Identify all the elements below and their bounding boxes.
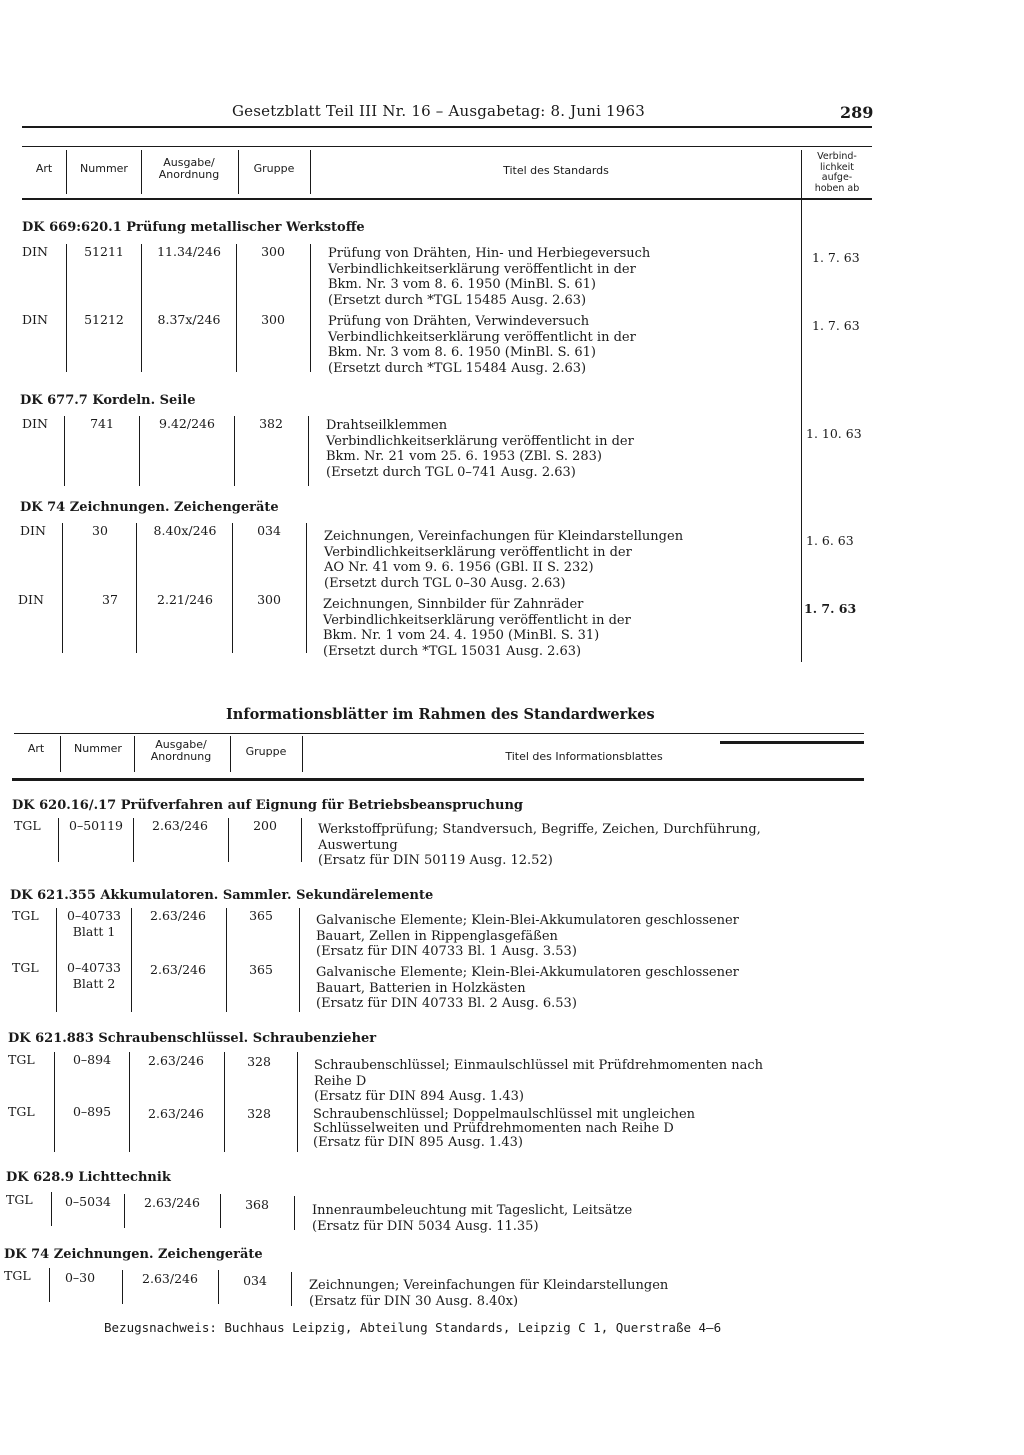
- title-line: Zeichnungen, Sinnbilder für Zahnräder: [323, 597, 584, 612]
- title-line: Verbindlichkeitserklärung veröffentlicht in der: [326, 433, 634, 449]
- cell-art: TGL: [6, 1192, 33, 1207]
- cell-gruppe: 300: [261, 312, 285, 327]
- cell-nummer: [58, 908, 130, 940]
- cell-title: [316, 965, 739, 1012]
- title-line: Prüfung von Drähten, Verwindeversuch: [328, 314, 590, 329]
- cell-title: [316, 913, 739, 960]
- column-divider: [66, 244, 67, 372]
- section-heading: DK 669:620.1 Prüfung metallischer Werkstoffe: [22, 220, 365, 235]
- section-heading: DK 677.7 Kordeln. Seile: [20, 393, 196, 408]
- col-titel-header: Titel des Standards: [503, 164, 609, 177]
- column-divider: [131, 908, 132, 1012]
- column-divider: [299, 908, 300, 1012]
- column-divider: [58, 818, 59, 862]
- title-line: Schraubenschlüssel; Einmaulschlüssel mit Prüfdrehmomenten nach: [314, 1058, 763, 1073]
- cell-ausgabe: 9.42/246: [159, 416, 215, 431]
- column-divider: [62, 523, 63, 653]
- col-ausgabe-line2: Anordnung: [158, 168, 220, 181]
- cell-ausgabe: 2.63/246: [152, 818, 208, 833]
- cell-title: [313, 1108, 695, 1150]
- column-divider: [136, 523, 137, 653]
- cell-gruppe: 300: [261, 244, 285, 259]
- column-divider: [306, 523, 307, 653]
- title-line: Verbindlichkeitserklärung veröffentlicht in der: [328, 261, 636, 277]
- cell-nummer: 0–30: [64, 1270, 96, 1285]
- column-divider: [124, 1194, 125, 1228]
- cell-title: [328, 246, 650, 308]
- cell-ausgabe: 2.63/246: [148, 1053, 204, 1068]
- col-gruppe-header: Gruppe: [245, 745, 287, 758]
- col-nummer-header: Nummer: [80, 162, 128, 175]
- column-divider: [60, 736, 61, 772]
- column-divider: [220, 1194, 221, 1228]
- cell-nummer: 51212: [84, 312, 124, 327]
- col-ausgabe-line1: Ausgabe/: [155, 738, 207, 751]
- cell-title: [328, 314, 636, 376]
- column-divider: [310, 244, 311, 372]
- cell-art: TGL: [14, 818, 41, 833]
- title-line: Bkm. Nr. 3 vom 8. 6. 1950 (MinBl. S. 61): [328, 345, 596, 360]
- table2-header-thick-rule: [720, 741, 864, 744]
- title-line: (Ersetzt durch *TGL 15485 Ausg. 2.63): [328, 292, 587, 308]
- cell-nummer: 0–894: [72, 1052, 112, 1067]
- title-line: Drahtseilklemmen: [326, 418, 448, 433]
- title-line: Schlüsselweiten und Prüfdrehmomenten nach Reihe D: [313, 1121, 674, 1136]
- title-line: (Ersatz für DIN 894 Ausg. 1.43): [314, 1089, 524, 1104]
- cell-title: [326, 418, 634, 480]
- cell-gruppe: 365: [249, 908, 273, 923]
- cell-nummer: 0–895: [72, 1104, 112, 1119]
- col-verb-line3: aufge-: [821, 172, 853, 183]
- nummer-line: 0–40733: [67, 908, 121, 923]
- column-divider: [801, 150, 802, 198]
- column-divider: [297, 1052, 298, 1152]
- table1-header-top-rule: [22, 146, 872, 147]
- title-line: Schraubenschlüssel; Doppelmaulschlüssel mit ungleichen: [313, 1107, 696, 1122]
- cell-art: DIN: [22, 416, 48, 431]
- cell-nummer: 51211: [84, 244, 124, 259]
- title-line: Verbindlichkeitserklärung veröffentlicht in der: [328, 329, 636, 345]
- cell-gruppe: 328: [247, 1106, 271, 1121]
- cell-date: 1. 7. 63: [812, 318, 860, 333]
- cell-title: [309, 1278, 668, 1309]
- section-heading: DK 628.9 Lichttechnik: [6, 1170, 171, 1185]
- cell-nummer: 0–5034: [64, 1194, 111, 1209]
- title-line: (Ersetzt durch TGL 0–741 Ausg. 2.63): [326, 464, 576, 480]
- title-line: Zeichnungen; Vereinfachungen für Kleindarstellungen: [309, 1278, 669, 1293]
- title-line: Bauart, Zellen in Rippenglasgefäßen: [316, 928, 558, 944]
- column-divider: [226, 908, 227, 1012]
- cell-date: 1. 7. 63: [804, 601, 857, 616]
- col-gruppe-header: Gruppe: [253, 162, 295, 175]
- page-header-title: Gesetzblatt Teil III Nr. 16 – Ausgabetag: 8. Juni 1963: [232, 102, 646, 120]
- cell-ausgabe: 8.40x/246: [153, 523, 217, 538]
- col-ausgabe-line2: Anordnung: [150, 750, 212, 763]
- col-verb-line4: hoben ab: [814, 182, 860, 194]
- cell-ausgabe: 2.63/246: [148, 1106, 204, 1121]
- cell-date: 1. 10. 63: [806, 426, 862, 441]
- cell-gruppe: 034: [243, 1273, 267, 1288]
- title-line: (Ersatz für DIN 5034 Ausg. 11.35): [312, 1218, 539, 1234]
- cell-ausgabe: 2.63/246: [142, 1271, 198, 1286]
- section-heading: DK 620.16/.17 Prüfverfahren auf Eignung für Betriebsbeanspruchung: [12, 798, 524, 813]
- cell-date: 1. 7. 63: [812, 250, 860, 265]
- table2-header-bottom-rule: [12, 778, 864, 781]
- cell-art: TGL: [12, 908, 39, 923]
- column-divider: [232, 523, 233, 653]
- cell-art: TGL: [8, 1052, 35, 1067]
- page-number: 289: [840, 103, 874, 122]
- col-ausgabe-line1: Ausgabe/: [163, 156, 215, 169]
- title-line: Galvanische Elemente; Klein-Blei-Akkumulatoren geschlossener: [316, 965, 739, 980]
- column-divider: [122, 1270, 123, 1304]
- cell-art: TGL: [12, 960, 39, 975]
- title-line: (Ersetzt durch *TGL 15031 Ausg. 2.63): [323, 643, 582, 659]
- column-divider: [64, 416, 65, 486]
- column-divider: [218, 1270, 219, 1304]
- title-line: Werkstoffprüfung; Standversuch, Begriffe, Zeichen, Durchführung,: [318, 822, 761, 837]
- cell-gruppe: 200: [253, 818, 277, 833]
- cell-gruppe: 382: [259, 416, 283, 431]
- section-heading: DK 621.883 Schraubenschlüssel. Schraubenzieher: [8, 1031, 377, 1046]
- nummer-sheet: Blatt 2: [72, 976, 116, 991]
- column-divider: [310, 150, 311, 194]
- title-line: AO Nr. 41 vom 9. 6. 1956 (GBl. II S. 232): [324, 560, 594, 575]
- column-divider: [56, 908, 57, 1012]
- title-line: Prüfung von Drähten, Hin- und Herbiegeversuch: [328, 246, 651, 261]
- title-line: Reihe D: [314, 1073, 367, 1089]
- column-divider: [291, 1272, 292, 1306]
- cell-art: TGL: [8, 1104, 35, 1119]
- cell-ausgabe: 2.63/246: [150, 908, 206, 923]
- col-ausgabe-header: [134, 739, 228, 763]
- cell-title: [314, 1058, 763, 1105]
- title-line: (Ersatz für DIN 895 Ausg. 1.43): [313, 1135, 523, 1150]
- title-line: (Ersatz für DIN 50119 Ausg. 12.52): [318, 853, 553, 868]
- cell-nummer: [58, 960, 130, 992]
- column-divider: [294, 1196, 295, 1230]
- title-line: Bkm. Nr. 21 vom 25. 6. 1953 (ZBl. S. 283): [326, 449, 602, 464]
- nummer-line: 0–40733: [67, 960, 121, 975]
- column-divider: [308, 416, 309, 486]
- table2-header-top-rule: [14, 733, 864, 734]
- cell-art: DIN: [22, 244, 48, 259]
- column-divider: [230, 736, 231, 772]
- cell-ausgabe: 11.34/246: [157, 244, 221, 259]
- title-line: (Ersatz für DIN 30 Ausg. 8.40x): [309, 1293, 519, 1309]
- title-line: Galvanische Elemente; Klein-Blei-Akkumulatoren geschlossener: [316, 913, 739, 928]
- column-divider: [236, 244, 237, 372]
- column-divider: [234, 416, 235, 486]
- header-rule: [22, 126, 872, 128]
- cell-nummer: 30: [92, 523, 108, 538]
- title-line: Bauart, Batterien in Holzkästen: [316, 980, 526, 996]
- column-divider: [228, 818, 229, 862]
- cell-gruppe: 365: [249, 962, 273, 977]
- cell-title: [323, 597, 631, 659]
- section-heading: DK 74 Zeichnungen. Zeichengeräte: [20, 500, 279, 515]
- section-heading: DK 621.355 Akkumulatoren. Sammler. Sekundärelemente: [10, 888, 434, 903]
- column-divider: [54, 1052, 55, 1152]
- cell-gruppe: 328: [247, 1054, 271, 1069]
- bezugsnachweis-footer: Bezugsnachweis: Buchhaus Leipzig, Abteilung Standards, Leipzig C 1, Querstraße 4–6: [104, 1320, 722, 1335]
- cell-ausgabe: 8.37x/246: [157, 312, 221, 327]
- title-line: Bkm. Nr. 1 vom 24. 4. 1950 (MinBl. S. 31): [323, 628, 600, 643]
- cell-ausgabe: 2.63/246: [150, 962, 206, 977]
- title-line: (Ersetzt durch *TGL 15484 Ausg. 2.63): [328, 360, 587, 376]
- title-line: Auswertung: [318, 837, 398, 853]
- title-line: (Ersetzt durch TGL 0–30 Ausg. 2.63): [324, 575, 566, 591]
- cell-title: [324, 529, 683, 591]
- column-divider: [301, 818, 302, 862]
- title-line: (Ersatz für DIN 40733 Bl. 2 Ausg. 6.53): [316, 996, 577, 1011]
- info-section-title: Informationsblätter im Rahmen des Standardwerkes: [226, 706, 655, 723]
- cell-nummer: 0–50119: [69, 818, 123, 833]
- cell-nummer: 37: [102, 592, 118, 607]
- cell-art: DIN: [18, 592, 44, 607]
- cell-art: TGL: [4, 1268, 31, 1283]
- title-line: (Ersatz für DIN 40733 Bl. 1 Ausg. 3.53): [316, 944, 577, 959]
- cell-ausgabe: 2.21/246: [157, 592, 213, 607]
- title-line: Zeichnungen, Vereinfachungen für Kleindarstellungen: [324, 529, 684, 544]
- col-verb-line2: lichkeit: [820, 161, 854, 173]
- cell-gruppe: 300: [257, 592, 281, 607]
- column-divider: [141, 244, 142, 372]
- cell-art: DIN: [20, 523, 46, 538]
- cell-date: 1. 6. 63: [806, 533, 854, 548]
- title-line: Bkm. Nr. 3 vom 8. 6. 1950 (MinBl. S. 61): [328, 277, 596, 292]
- nummer-sheet: Blatt 1: [72, 924, 116, 939]
- col-verbindlichkeit-header: [803, 152, 871, 194]
- cell-title: [318, 822, 761, 869]
- col-titel-header: Titel des Informationsblattes: [505, 750, 663, 763]
- cell-art: DIN: [22, 312, 48, 327]
- col-verb-line1: Verbind-: [817, 151, 857, 162]
- cell-gruppe: 368: [245, 1197, 269, 1212]
- table1-header-bottom-rule: [22, 198, 872, 200]
- col-ausgabe-header: [142, 157, 236, 181]
- verbindlichkeit-column-rule: [801, 200, 802, 662]
- col-art-header: Art: [35, 162, 53, 175]
- section-heading: DK 74 Zeichnungen. Zeichengeräte: [4, 1247, 263, 1262]
- col-art-header: Art: [27, 742, 45, 755]
- title-line: Verbindlichkeitserklärung veröffentlicht in der: [323, 612, 631, 628]
- cell-nummer: 741: [90, 416, 114, 431]
- col-nummer-header: Nummer: [74, 742, 122, 755]
- column-divider: [66, 150, 67, 194]
- title-line: Verbindlichkeitserklärung veröffentlicht in der: [324, 544, 632, 560]
- column-divider: [238, 150, 239, 194]
- column-divider: [302, 736, 303, 772]
- cell-gruppe: 034: [257, 523, 281, 538]
- cell-title: [312, 1203, 632, 1234]
- cell-ausgabe: 2.63/246: [144, 1195, 200, 1210]
- title-line: Innenraumbeleuchtung mit Tageslicht, Leitsätze: [312, 1203, 633, 1218]
